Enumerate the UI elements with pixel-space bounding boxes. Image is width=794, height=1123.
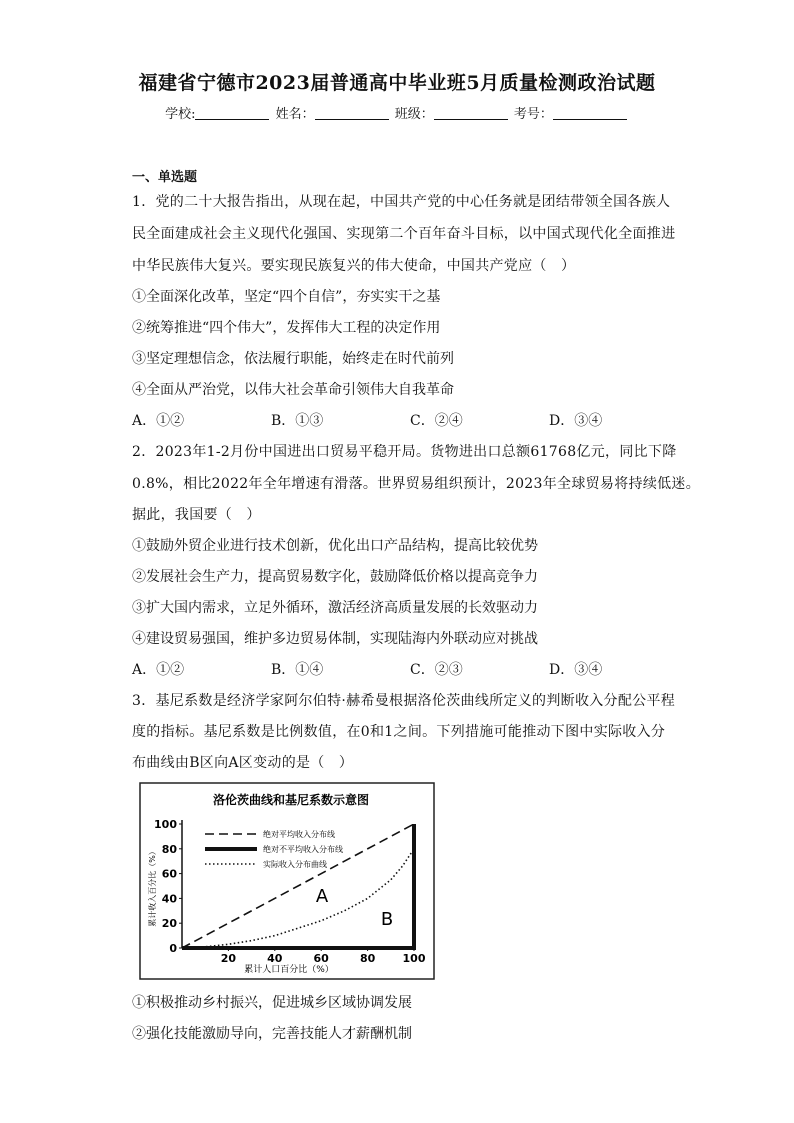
q1-statement: ②统筹推进“四个伟大”，发挥伟大工程的决定作用 — [132, 320, 441, 336]
school-label: 学校: — [165, 107, 196, 122]
y-tick-label: 20 — [161, 917, 177, 931]
q1-statement: ④全面从严治党，以伟大社会革命引领伟大自我革命 — [132, 382, 454, 398]
q1-stem-line: 民全面建成社会主义现代化强国、实现第二个百年奋斗目标，以中国式现代化全面推进 — [132, 226, 676, 242]
q3-stem-line: 度的指标。基尼系数是比例数值，在0和1之间。下列措施可能推动下图中实际收入分 — [132, 724, 666, 740]
q3-stem-line: 3．基尼系数是经济学家阿尔伯特·赫希曼根据洛伦茨曲线所定义的判断收入分配公平程 — [132, 693, 676, 709]
q2-statement: ③扩大国内需求，立足外循环，激活经济高质量发展的长效驱动力 — [132, 600, 538, 616]
q1-stem-line: 1．党的二十大报告指出，从现在起，中国共产党的中心任务就是团结带领全国各族人 — [132, 194, 671, 210]
x-axis-label: 累计人口百分比（%） — [244, 965, 334, 975]
name-label: 姓名： — [275, 107, 315, 122]
q2-statement: ②发展社会生产力，提高贸易数字化，鼓励降低价格以提高竞争力 — [132, 569, 538, 585]
student-info-line — [0, 103, 794, 122]
lorenz-chart — [139, 782, 435, 980]
region-label-a: A — [315, 886, 329, 907]
chart-title: 洛伦茨曲线和基尼系数示意图 — [212, 793, 370, 807]
legend-label: 实际收入分布曲线 — [263, 860, 327, 869]
q2-option-b[interactable]: B．①④ — [271, 662, 324, 678]
q2-option-c[interactable]: C．②③ — [410, 662, 463, 678]
q1-stem-line: 中华民族伟大复兴。要实现民族复兴的伟大使命，中国共产党应（ ） — [132, 258, 576, 274]
y-tick-label: 40 — [161, 892, 177, 906]
lorenz-figure — [139, 782, 435, 980]
name-blank[interactable] — [315, 107, 389, 120]
q1-option-a[interactable]: A．①② — [132, 413, 185, 429]
exam-title: 福建省宁德市2023届普通高中毕业班5月质量检测政治试题 — [138, 72, 656, 94]
class-blank[interactable] — [434, 107, 508, 120]
y-tick-label: 0 — [169, 942, 177, 955]
q2-option-d[interactable]: D．③④ — [549, 662, 603, 678]
y-tick-label: 80 — [161, 842, 177, 856]
x-tick-label: 40 — [267, 952, 283, 965]
q1-statement: ①全面深化改革，坚定“四个自信”，夯实实干之基 — [132, 289, 441, 305]
q2-stem-line: 2．2023年1-2月份中国进出口贸易平稳开局。货物进出口总额61768亿元，同比下降 — [132, 444, 677, 460]
q2-statement: ④建设贸易强国，维护多边贸易体制，实现陆海内外联动应对挑战 — [132, 631, 538, 647]
legend-label: 绝对平均收入分布线 — [263, 830, 335, 839]
q1-option-d[interactable]: D．③④ — [549, 413, 603, 429]
q1-option-c[interactable]: C．②④ — [410, 413, 463, 429]
x-tick-label: 60 — [313, 952, 329, 965]
q3-statement: ②强化技能激励导向，完善技能人才薪酬机制 — [132, 1026, 412, 1042]
exam-number-label: 考号： — [513, 107, 553, 122]
q1-option-b[interactable]: B．①③ — [271, 413, 324, 429]
q2-stem-line: 据此，我国要（ ） — [132, 507, 261, 523]
y-tick-label: 60 — [161, 867, 177, 881]
region-label-b: B — [380, 909, 394, 930]
q2-statement: ①鼓励外贸企业进行技术创新，优化出口产品结构，提高比较优势 — [132, 538, 538, 554]
school-blank[interactable] — [195, 107, 269, 120]
exam-number-blank[interactable] — [553, 107, 627, 120]
q2-option-a[interactable]: A．①② — [132, 662, 185, 678]
legend-label: 绝对不平均收入分布线 — [263, 845, 343, 854]
y-tick-label: 100 — [154, 818, 177, 831]
section-title: 一、单选题 — [132, 170, 198, 185]
x-tick-label: 100 — [402, 952, 426, 965]
x-tick-label: 80 — [359, 952, 376, 965]
class-label: 班级： — [394, 107, 434, 122]
q3-statement: ①积极推动乡村振兴，促进城乡区域协调发展 — [132, 995, 412, 1011]
y-axis-label: 累计收入百分比（%） — [148, 847, 157, 927]
q1-statement: ③坚定理想信念，依法履行职能，始终走在时代前列 — [132, 351, 454, 367]
q3-stem-line: 布曲线由B区向A区变动的是（ ） — [132, 755, 354, 771]
x-tick-label: 20 — [220, 952, 237, 965]
q2-stem-line: 0.8%，相比2022年全年增速有滑落。世界贸易组织预计，2023年全球贸易将持续低迷。 — [132, 476, 701, 492]
